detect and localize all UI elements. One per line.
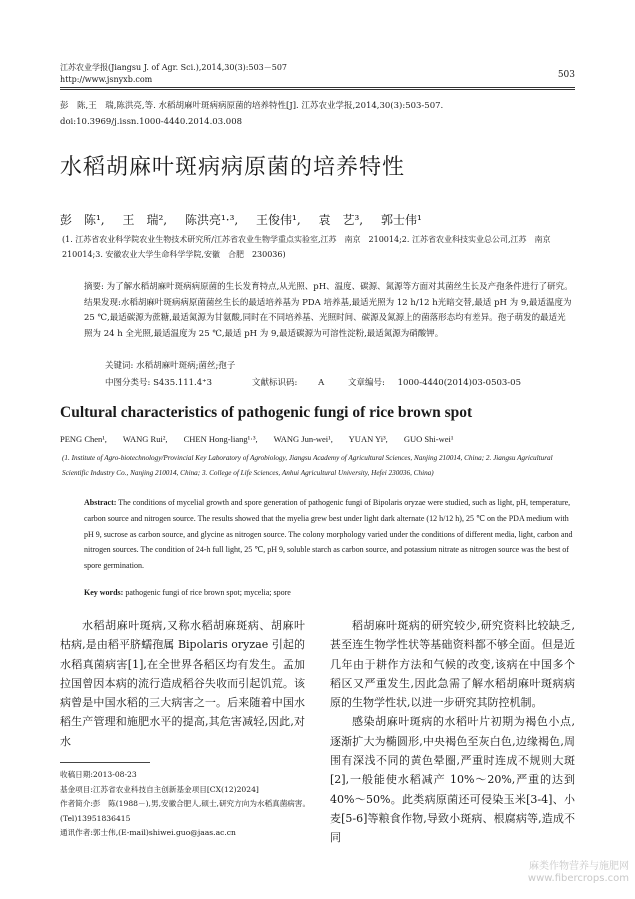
page-number: 503: [557, 70, 575, 80]
body-paragraph: 水稻胡麻叶斑病,又称水稻胡麻斑病、胡麻叶枯病,是由稻平脐蠕孢属 Bipolaris oryzae 引起的水稻真菌病害[1],在全世界各稻区均有发生。孟加拉国曾因本病的流行造成稻谷失收而引起饥荒。该病曾是中国水稻的三大病害之一。后来随着中国水稻生产管理和施肥水平的提高,其危害减轻,因此,对水: [60, 619, 305, 748]
keywords-text-cn: 水稻胡麻叶斑病;菌丝;孢子: [136, 361, 236, 371]
author-name: 王俊伟¹,: [256, 213, 301, 227]
author-list-cn: [60, 211, 436, 228]
header-divider: [60, 87, 575, 88]
keywords-text-en: pathogenic fungi of rice brown spot; mycelia; spore: [125, 588, 291, 597]
keywords-cn: [105, 359, 235, 371]
english-title: Cultural characteristics of pathogenic fungi of rice brown spot: [60, 404, 473, 421]
footnote-divider: [60, 762, 150, 763]
clc-value: S435.111.4⁺3: [153, 378, 213, 388]
body-paragraph: 感染胡麻叶斑病的水稻叶片初期为褐色小点,逐渐扩大为椭圆形,中央褐色至灰白色,边缘褐色,周围有深浅不同的黄色晕圈,严重时连成不规则大斑[2],一般能使水稻减产 10%～20%,严重的达到 40%～50%。此类病原菌还可侵染玉米[3-4]、小麦[5-6]等粮食作物,导致小斑病、根腐病等,造成不同: [330, 715, 575, 845]
article-number-label: 文章编号:: [348, 378, 385, 388]
abstract-label-cn: 摘要:: [84, 282, 104, 292]
corresponding-author: 通讯作者:郭士伟,(E-mail)shiwei.guo@jaas.ac.cn: [60, 828, 236, 837]
author-list-en: [60, 434, 467, 444]
doc-code: [252, 376, 324, 388]
abstract-text-en: The conditions of mycelial growth and spore generation of pathogenic fungi of Bipolaris oryzae were studied, such as light, pH, temperature, carbon source and nitrogen source. The results showed that the myelia grew best under light dark alternate (12 h/12 h), 25 ℃ on the PDA medium with pH 9, sucrose as carbon source, and glycine as nitrogen source. The colony morphology varied under the conditions of different media, light, carbon and nitrogen sources. The condition of 24-h full light, 25 ℃, pH 9, soluble starch as carbon source, and potassium nitrate as nitrogen source was the best of spore germination.: [84, 498, 573, 571]
clc-number: [105, 376, 212, 388]
author-name: 王 瑞²,: [122, 213, 168, 227]
body-column-right: [330, 616, 575, 848]
citation-block: [60, 98, 580, 130]
footnote-block: [60, 768, 315, 841]
clc-label: 中图分类号:: [105, 378, 151, 388]
author-name: 彭 陈¹,: [60, 213, 105, 227]
keywords-label-en: Key words:: [84, 588, 124, 597]
journal-header: 江苏农业学报(Jiangsu J. of Agr. Sci.),2014,30(3):503－507: [60, 63, 288, 72]
affiliation-cn: (1. 江苏省农业科学院农业生物技术研究所/江苏省农业生物学重点实验室,江苏 南京 210014;2. 江苏省农业科技实业总公司,江苏 南京 210014;3. 安徽农业大学生命科学学院,安徽 合肥 230036): [62, 235, 559, 259]
body-column-left: [60, 616, 305, 751]
page-title: 水稻胡麻叶斑病病原菌的培养特性: [60, 155, 406, 180]
author-name-en: WANG Rui²,: [122, 434, 168, 444]
article-number: [348, 376, 521, 388]
fund-info: 基金项目:江苏省农业科技自主创新基金项目[CX(12)2024]: [60, 784, 259, 794]
author-name: 郭士伟¹: [380, 213, 422, 227]
author-name-en: PENG Chen¹,: [60, 434, 107, 444]
received-date: 收稿日期:2013-08-23: [60, 770, 137, 779]
doi-text: doi:10.3969/j.issn.1000-4440.2014.03.008: [60, 117, 243, 127]
watermark-url: www.fibercrops.com: [527, 873, 629, 884]
author-name: 袁 艺³,: [318, 213, 364, 227]
author-intro: 作者简介:彭 陈(1988－),男,安徽合肥人,硕士,研究方向为水稻真菌病害。(Tel)13951836415: [60, 799, 311, 823]
author-name-en: CHEN Hong-liang¹·³,: [183, 434, 258, 444]
watermark-title: 麻类作物营养与施肥网: [529, 861, 629, 872]
journal-url: http://www.jsnyxb.com: [60, 75, 153, 84]
author-name-en: WANG Jun-wei¹,: [273, 434, 333, 444]
author-name-en: YUAN Yi³,: [348, 434, 388, 444]
keywords-label-cn: 关键词:: [105, 361, 134, 371]
abstract-en: [84, 495, 574, 574]
abstract-text-cn: 为了解水稻胡麻叶斑病病原菌的生长发育特点,从光照、pH、温度、碳源、氮源等方面对其菌丝生长及产孢条件进行了研究。结果发现:水稻胡麻叶斑病病原菌菌丝生长的最适培养基为 PDA 培养基,最适光照为 12 h/12 h光暗交替,最适 pH 为 9,最适温度为 25 ℃,最适碳源为蔗糖,最适氮源为甘氨酸,同时在不同培养基、光照时间、碳源及氮源上的菌落形态均有差异。孢子萌发的最适光照为 24 h 全光照,最适温度为 25 ℃,最适 pH 为 9,最适碳源为可溶性淀粉,最适氮源为硝酸钾。: [84, 282, 573, 339]
citation-text: 彭 陈,王 瑞,陈洪亮,等. 水稻胡麻叶斑病病原菌的培养特性[J]. 江苏农业学报,2014,30(3):503-507.: [60, 101, 444, 111]
author-name: 陈洪亮¹·³,: [184, 213, 239, 227]
affiliation-en: (1. Institute of Agro-biotechnology/Provincial Key Laboratory of Agrobiology, Jiangsu Academy of Agricultural Sciences, Nanjing 210014, China; 2. Jiangsu Agricultural Scientific Industry Co., Nanjing 210014, China; 3. College of Life Sciences, Anhui Agricultural University, Hefei 230036, China): [62, 454, 553, 477]
keywords-en: [84, 588, 291, 597]
abstract-label-en: Abstract:: [84, 498, 117, 507]
doc-code-label: 文献标识码:: [252, 378, 298, 388]
doc-code-value: A: [318, 378, 325, 388]
body-paragraph: 稻胡麻叶斑病的研究较少,研究资料比较缺乏,甚至连生物学性状等基础资料都不够全面。但是近几年由于耕作方法和气候的改变,该病在中国多个稻区又严重发生,因此急需了解水稻胡麻叶斑病病原的生物学性状,以进一步研究其防控机制。: [330, 619, 575, 710]
watermark: [528, 861, 629, 885]
header-divider-2: [60, 89, 575, 90]
abstract-cn: [84, 280, 574, 342]
article-number-value: 1000-4440(2014)03-0503-05: [397, 378, 521, 388]
author-name-en: GUO Shi-wei¹: [403, 434, 454, 444]
